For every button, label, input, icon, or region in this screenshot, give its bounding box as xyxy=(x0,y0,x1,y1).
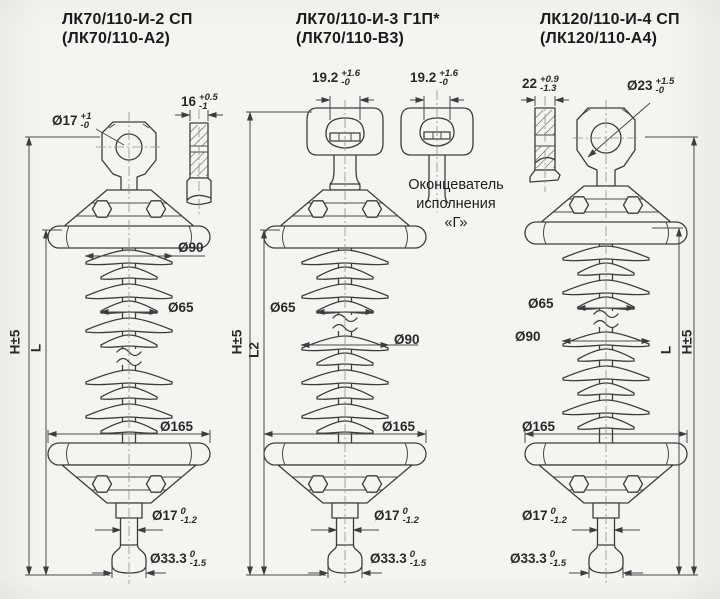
drawing-2-dim-socket-main xyxy=(312,70,360,87)
dim-tol-upper: +0.9 xyxy=(540,74,559,85)
dim-value: 16 xyxy=(181,94,197,109)
dim-tol-upper: 0 xyxy=(180,506,186,517)
drawing-3-dim-shed-large xyxy=(515,329,541,344)
dim-value: Ø90 xyxy=(178,240,204,255)
dim-value: Ø33.3 xyxy=(370,551,407,566)
drawing-3-title xyxy=(540,10,680,48)
drawing-1-dim-eye-hole xyxy=(52,113,91,130)
dim-tol-lower: -1.5 xyxy=(189,558,207,569)
dim-tol-lower: -0 xyxy=(439,77,448,88)
drawing-3-dim-height: H±5 xyxy=(679,329,695,355)
drawing-2-dim-length: L2 xyxy=(246,342,262,358)
dim-tol-lower: -1.2 xyxy=(180,515,197,526)
dim-tol-upper: +0.5 xyxy=(199,92,218,103)
drawing-2-dim-height: H±5 xyxy=(229,329,245,355)
dim-value: Ø65 xyxy=(270,300,296,315)
drawing-3-plate-detail xyxy=(521,96,569,192)
drawing-3-dim-base xyxy=(510,551,566,568)
drawing-3-dim-length: L xyxy=(658,345,674,355)
dim-tol-lower: -1.5 xyxy=(409,558,427,569)
drawing-2-dim-shed-large xyxy=(394,332,420,347)
drawing-2-dim-socket-alt xyxy=(410,70,458,87)
dim-value: Ø17 xyxy=(374,508,400,523)
drawing-2-title-line1: ЛК70/110-И-3 Г1П* xyxy=(296,11,440,28)
dim-value: 22 xyxy=(522,76,538,91)
dim-value: Ø23 xyxy=(627,78,653,93)
note-line1: Оконцеватель xyxy=(408,177,504,193)
drawing-1-dim-shed-large xyxy=(178,240,204,255)
dim-value: Ø165 xyxy=(382,419,416,434)
drawing-2-title xyxy=(296,10,440,48)
drawing-2-dim-arm-span xyxy=(382,419,415,434)
drawing-2-title-line2: (ЛК70/110-В3) xyxy=(296,30,405,47)
dim-tol-lower: -0 xyxy=(341,77,350,88)
dim-tol-upper: 0 xyxy=(549,549,556,560)
drawing-1-dim-arm-span xyxy=(160,419,193,434)
dim-value: Ø33.3 xyxy=(150,551,187,566)
drawing-2-insulator xyxy=(246,90,473,584)
dim-tol-upper: 0 xyxy=(402,506,408,517)
dim-value: 19.2 xyxy=(410,70,437,85)
drawing-3-dim-plate-width xyxy=(522,76,559,93)
dim-value: Ø17 xyxy=(522,508,548,523)
dim-tol-lower: -1 xyxy=(199,101,208,112)
drawing-1-dim-height: H±5 xyxy=(7,329,23,355)
drawing-1-title-line1: ЛК70/110-И-2 СП xyxy=(62,11,193,28)
dim-value: Ø65 xyxy=(168,300,194,315)
drawing-2-alt-fitting-note xyxy=(394,176,518,233)
drawing-2-dim-shed-small xyxy=(270,300,296,315)
dim-value: Ø165 xyxy=(522,419,556,434)
dim-value: Ø90 xyxy=(394,332,420,347)
drawing-1-dim-plate-width xyxy=(181,94,218,111)
dim-tol-upper: +1.6 xyxy=(341,68,361,79)
drawing-3-title-line2: (ЛК120/110-А4) xyxy=(540,30,658,47)
drawing-3-dim-eye-hole xyxy=(627,78,674,95)
drawing-3-dim-arm-span xyxy=(522,419,555,434)
note-line2: исполнения xyxy=(416,196,496,212)
drawing-1-dim-base xyxy=(150,551,206,568)
dim-tol-upper: 0 xyxy=(409,549,416,560)
dim-tol-upper: 0 xyxy=(189,549,196,560)
dim-tol-lower: -1.5 xyxy=(549,558,567,569)
drawing-1-title-line2: (ЛК70/110-А2) xyxy=(62,30,171,47)
note-line3: «Г» xyxy=(444,215,468,231)
drawing-1-dim-shed-small xyxy=(168,300,194,315)
dim-tol-lower: -1.2 xyxy=(550,515,567,526)
dim-value: Ø33.3 xyxy=(510,551,547,566)
dim-tol-lower: -1.3 xyxy=(540,83,557,94)
drawing-2-dim-pin xyxy=(374,508,419,525)
drawing-1-dim-pin xyxy=(152,508,197,525)
dim-tol-lower: -0 xyxy=(655,85,664,96)
dim-value: 19.2 xyxy=(312,70,339,85)
dim-tol-upper: 0 xyxy=(550,506,556,517)
dim-value: Ø65 xyxy=(528,296,554,311)
dim-tol-lower: -1.2 xyxy=(402,515,419,526)
dim-value: Ø165 xyxy=(160,419,194,434)
drawing-3-title-line1: ЛК120/110-И-4 СП xyxy=(540,11,680,28)
dim-tol-lower: -0 xyxy=(80,120,89,131)
drawing-1-title xyxy=(62,10,193,48)
dim-tol-upper: +1.5 xyxy=(655,76,675,87)
dim-tol-upper: +1 xyxy=(80,111,92,122)
drawing-1-plate-detail xyxy=(175,109,223,215)
dim-value: Ø90 xyxy=(515,329,541,344)
dim-tol-upper: +1.6 xyxy=(439,68,459,79)
drawing-1-dim-length: L xyxy=(28,343,44,353)
drawing-3-dim-shed-small xyxy=(528,296,554,311)
dim-value: Ø17 xyxy=(52,113,78,128)
dim-value: Ø17 xyxy=(152,508,178,523)
drawing-2-dim-base xyxy=(370,551,426,568)
drawing-3-dim-pin xyxy=(522,508,567,525)
